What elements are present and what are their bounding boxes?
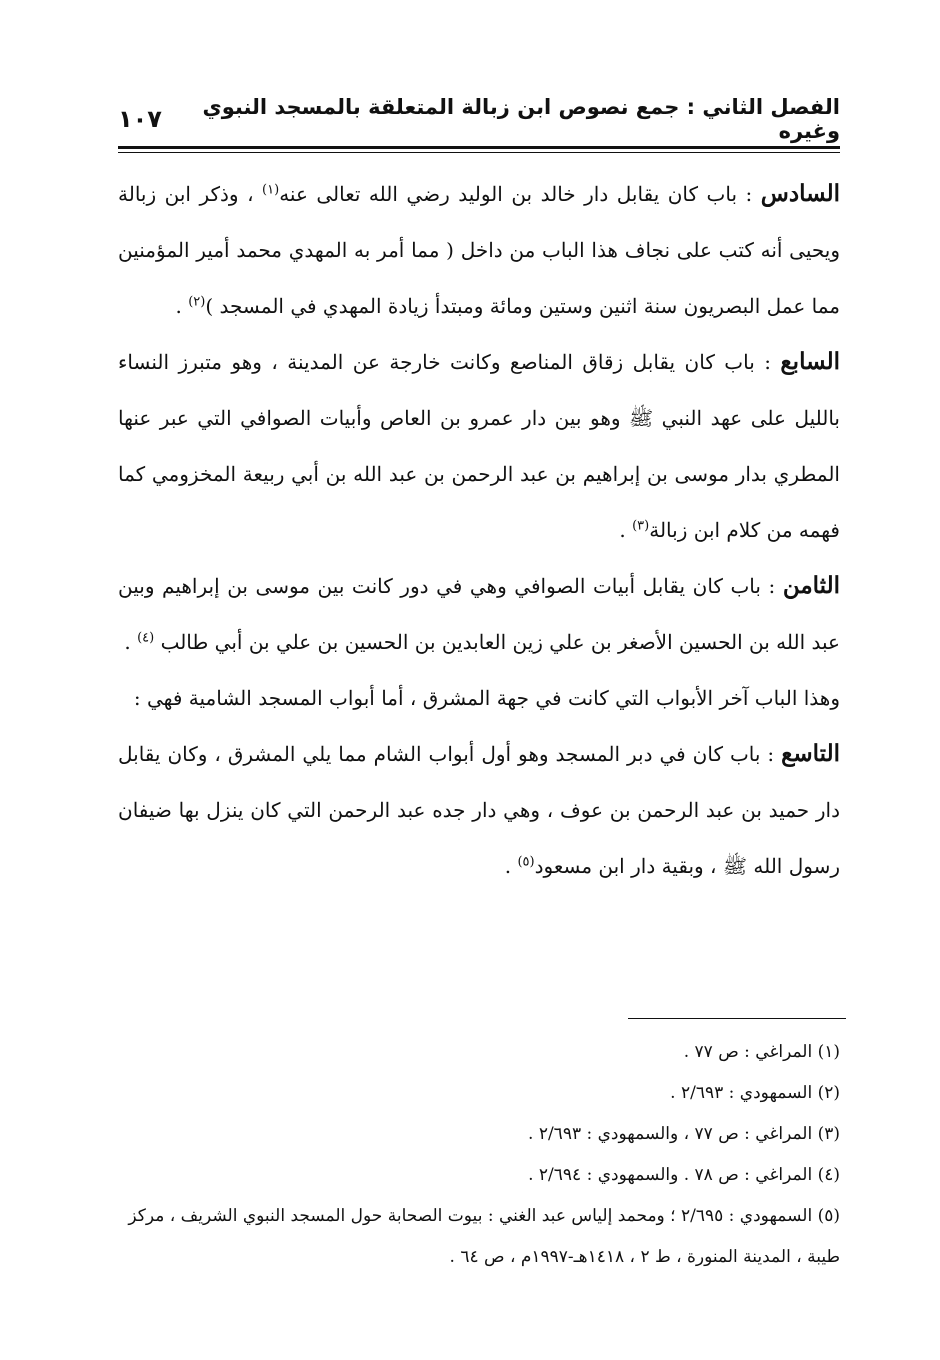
entry-lead: التاسع <box>781 740 840 767</box>
footnote-item: (١) المراغي : ص ٧٧ . <box>683 1042 840 1062</box>
entry-text: : باب كان يقابل دار خالد بن الوليد رضي الله تعالى عنه <box>279 182 753 206</box>
entry-seventh <box>118 334 840 558</box>
entry-text: : باب كان يقابل زقاق المناصع وكانت خارجة عن المدينة ، وهو متبرز النساء بالليل على عهد النبي ﷺ وهو بين دار عمرو بن العاص وأبيات الصوافي التي عبر عنها المطري بدار موسى بن إبراهيم بن عبد الرحمن بن عبد الله بن أبي ربيعة المخزومي كما فهمه من كلام ابن زبالة <box>118 350 840 542</box>
main-text <box>118 166 840 894</box>
entry-tail: . <box>175 294 182 318</box>
footnote-ref[interactable]: (١) <box>262 182 280 198</box>
footnote-item: (٣) المراغي : ص ٧٧ ، والسمهودي : ٢/٦٩٣ . <box>528 1124 840 1144</box>
entry-tail: . <box>504 854 512 878</box>
entry-tail: . <box>124 630 131 654</box>
entry-lead: الثامن <box>782 572 841 599</box>
footnote-separator <box>628 1018 846 1019</box>
entry-eighth <box>118 558 840 670</box>
entry-ninth <box>118 726 840 894</box>
footnote-ref[interactable]: (٣) <box>632 518 650 534</box>
entry-lead: السابع <box>780 348 840 375</box>
entry-lead: السادس <box>760 180 841 207</box>
footnote-ref[interactable]: (٤) <box>137 630 155 646</box>
entry-text: : باب كان يقابل أبيات الصوافي وهي في دور كانت بين موسى بن إبراهيم وبين عبد الله بن الحسين الأصغر بن علي زين العابدين بن الحسين بن علي بن أبي طالب <box>118 574 840 654</box>
entry-text-continued: ، وذكر ابن زبالة ويحيى أنه كتب على نجاف هذا الباب من داخل ( مما أمر به المهدي محمد أمير المؤمنين مما عمل البصريون سنة اثنين وستين ومائة ومبتدأ زيادة المهدي في المسجد ) <box>118 182 840 318</box>
footnote-item: (٥) السمهودي : ٢/٦٩٥ ؛ ومحمد إلياس عبد الغني : بيوت الصحابة حول المسجد النبوي الشريف ، مركز طيبة ، المدينة المنورة ، ط ٢ ، ١٤١٨هـ-١٩٩٧م ، ص ٦٤ . <box>128 1206 840 1267</box>
running-header <box>118 96 840 142</box>
footnote-item: (٢) السمهودي : ٢/٦٩٣ . <box>670 1083 840 1103</box>
footnote-ref[interactable]: (٢) <box>188 294 206 310</box>
chapter-title: الفصل الثاني : جمع نصوص ابن زبالة المتعلقة بالمسجد النبوي وغيره <box>202 95 840 143</box>
entry-text: : باب كان في دبر المسجد وهو أول أبواب الشام مما يلي المشرق ، وكان يقابل دار حميد بن عبد الرحمن بن عوف ، وهي دار جده عبد الرحمن التي كان ينزل بها ضيفان رسول الله ﷺ ، وبقية دار ابن مسعود <box>118 742 840 878</box>
header-rule-thin <box>118 152 840 153</box>
page-number: ١٠٧ <box>118 105 162 133</box>
entry-sixth <box>118 166 840 334</box>
eastern-gates-closing-paragraph: وهذا الباب آخر الأبواب التي كانت في جهة المشرق ، أما أبواب المسجد الشامية فهي : <box>133 686 840 710</box>
footnote-ref[interactable]: (٥) <box>517 854 535 870</box>
header-rule-thick <box>118 146 840 149</box>
entry-tail: . <box>619 518 626 542</box>
footnote-item: (٤) المراغي : ص ٧٨ . والسمهودي : ٢/٦٩٤ . <box>528 1165 840 1185</box>
footnotes <box>118 1032 840 1278</box>
